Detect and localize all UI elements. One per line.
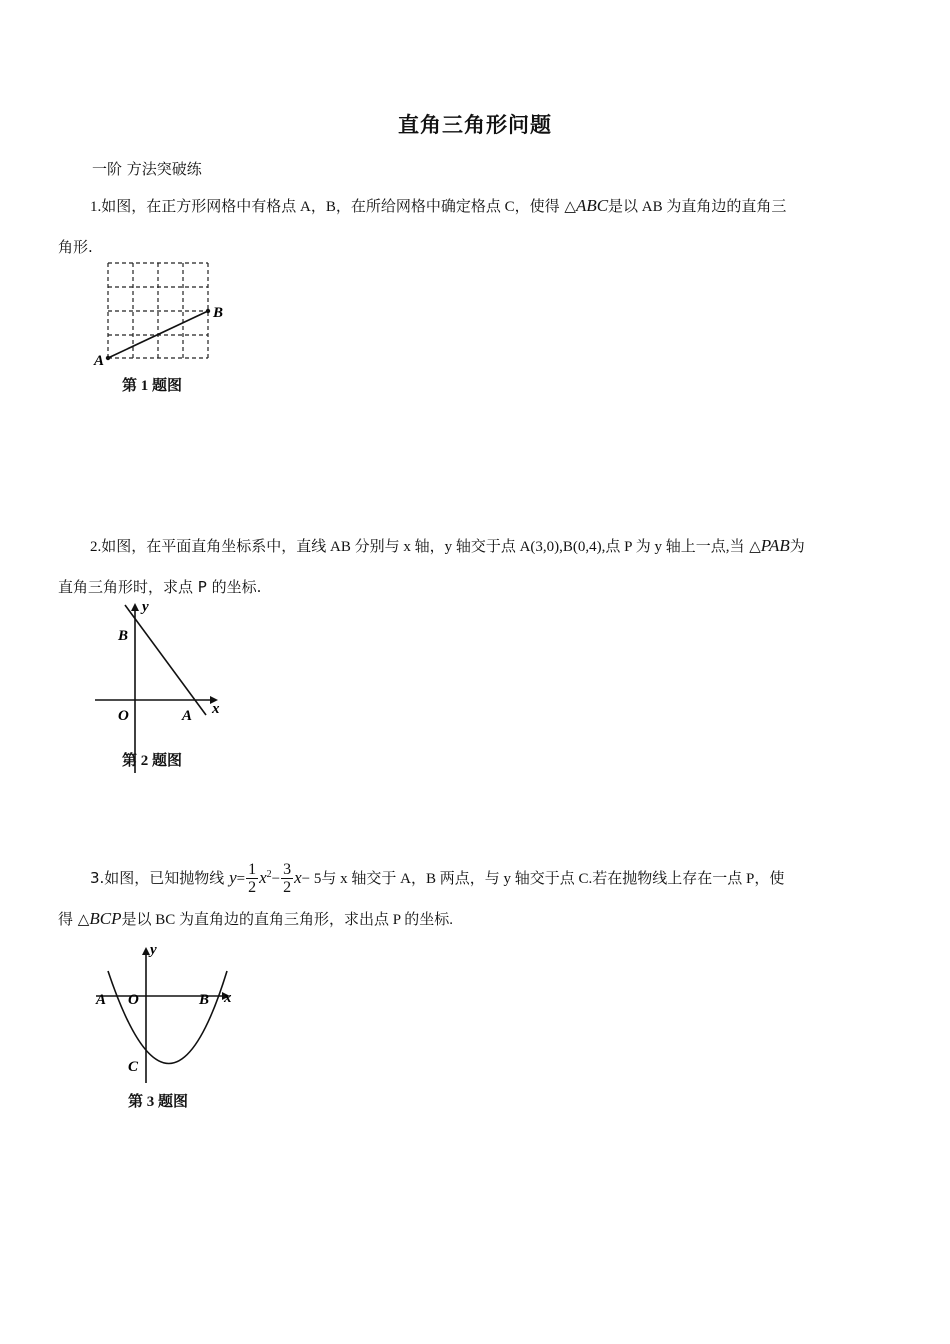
label-a: A xyxy=(182,708,193,724)
y-axis-arrow xyxy=(142,947,150,955)
q1-text-b: 是以 AB 为直角边的直角三 xyxy=(608,199,787,215)
question-2-line-2: 直角三角形时，求点 P 的坐标. xyxy=(58,578,262,596)
y-axis-arrow xyxy=(131,603,139,611)
frac-2-den: 2 xyxy=(283,879,292,896)
q1-triangle-symbol: △ xyxy=(564,197,576,215)
eq-exponent: 2 xyxy=(266,869,272,880)
q2-text-a: 2.如图，在平面直角坐标系中，直线 AB 分别与 x 轴，y 轴交于点 A(3,0),B(0,4),点 P 为 y 轴上一点,当 xyxy=(90,539,745,555)
q3-text-a: 3.如图，已知抛物线 xyxy=(90,869,225,887)
q1-text-a: 1.如图，在正方形网格中有格点 A，B，在所给网格中确定格点 C，使得 xyxy=(90,199,560,215)
figure-3-caption: 第 3 题图 xyxy=(128,1094,189,1110)
point-a xyxy=(106,356,110,360)
q3-text-b: 与 x 轴交于 A，B 两点，与 y 轴交于点 C.若在抛物线上存在一点 P，使 xyxy=(321,871,785,887)
label-c: C xyxy=(128,1059,139,1075)
eq-tail: − 5 xyxy=(301,871,322,887)
frac-1-num: 1 xyxy=(248,861,257,878)
point-b xyxy=(206,309,210,313)
label-x: x xyxy=(212,701,220,717)
fraction-one-half xyxy=(246,861,258,896)
eq-x-squared: x xyxy=(259,868,267,887)
label-a: A xyxy=(94,353,105,369)
q2-triangle-symbol: △ xyxy=(749,537,761,555)
label-o: O xyxy=(118,708,129,724)
label-b: B xyxy=(118,628,129,644)
question-3 xyxy=(58,855,892,940)
question-3-line-2 xyxy=(58,899,892,940)
question-2-line-1 xyxy=(58,526,892,567)
q2-text-b: 为 xyxy=(789,537,805,555)
label-x: x xyxy=(224,990,232,1006)
frac-2-num: 3 xyxy=(283,861,292,878)
q3-text-d: 是以 BC 为直角边的直角三角形，求出点 P 的坐标. xyxy=(121,912,454,928)
q3-triangle-bcp: BCP xyxy=(89,909,122,928)
figure-2-coordinate-plane xyxy=(90,595,240,780)
label-y: y xyxy=(150,942,157,958)
figure-2-caption: 第 2 题图 xyxy=(122,753,183,769)
eq-y: y xyxy=(229,868,237,887)
eq-equals: = xyxy=(236,871,246,887)
figure-3-parabola xyxy=(90,938,250,1123)
q3-triangle-symbol: △ xyxy=(77,910,90,928)
label-o: O xyxy=(128,992,139,1008)
q3-text-c: 得 xyxy=(58,910,74,928)
question-3-line-1 xyxy=(58,855,892,899)
figure-1-caption: 第 1 题图 xyxy=(122,378,183,394)
question-1-line-2: 角形. xyxy=(58,238,93,256)
label-b: B xyxy=(213,305,224,321)
label-a: A xyxy=(96,992,107,1008)
label-y: y xyxy=(142,599,149,615)
page-title: 直角三角形问题 xyxy=(398,113,552,137)
section-heading: 一阶 方法突破练 xyxy=(92,160,202,178)
q1-triangle-abc: ABC xyxy=(575,196,609,215)
fraction-three-halves xyxy=(281,861,293,896)
parabola-curve xyxy=(108,971,227,1064)
eq-minus: − xyxy=(271,871,281,887)
line-ab xyxy=(125,605,206,715)
question-1-line-1 xyxy=(58,186,892,227)
frac-1-den: 2 xyxy=(248,879,257,896)
figure-1-grid xyxy=(90,255,240,400)
eq-x: x xyxy=(294,868,302,887)
q2-triangle-pab: PAB xyxy=(760,536,790,555)
label-b: B xyxy=(199,992,210,1008)
